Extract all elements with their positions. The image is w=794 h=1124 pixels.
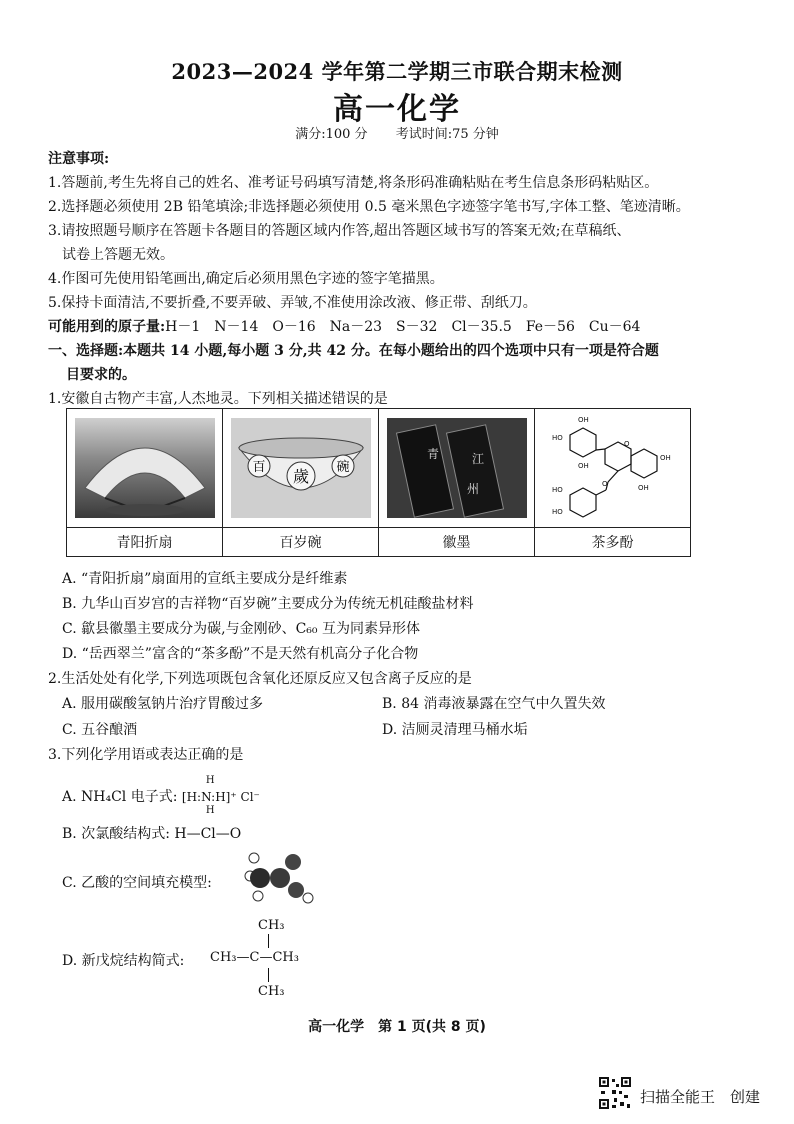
oh-label: OH [577, 462, 589, 470]
ink-stick-photo [387, 418, 527, 518]
question-3-option-c: C. 乙酸的空间填充模型: [62, 875, 212, 891]
caption-fan: 青阳折扇 [67, 528, 223, 557]
ink-image-cell [379, 409, 535, 528]
neopentane-middle: CH₃—C—CH₃ [210, 950, 299, 965]
bowl-image-cell [223, 409, 379, 528]
polyphenol-image-cell [535, 409, 691, 528]
oh-label: HO [551, 486, 563, 494]
question-3-stem: 3.下列化学用语或表达正确的是 [48, 747, 244, 763]
ink-char: 青 [426, 447, 439, 461]
note-item: 2.选择题必须使用 2B 铅笔填涂;非选择题必须使用 0.5 毫米黑色字迹签字笔书写,字体工整、笔迹清晰。 [48, 199, 690, 215]
question-1-option-a: A. “青阳折扇”扇面用的宣纸主要成分是纤维素 [62, 571, 348, 587]
scanner-watermark: 扫描全能王 创建 [640, 1088, 761, 1106]
atomic-masses [48, 316, 640, 336]
section-1-heading: 一、选择题:本题共 14 小题,每小题 3 分,共 42 分。在每小题给出的四个选项中只有一项是符合题 [48, 343, 659, 359]
nh4cl-electron-formula [181, 775, 260, 816]
option-d-label: D. 新戊烷结构简式: [62, 953, 185, 969]
oh-label: HO [551, 508, 563, 516]
fan-image-cell [67, 409, 223, 528]
question-1-option-b: B. 九华山百岁宫的吉祥物“百岁碗”主要成分为传统无机硅酸盐材料 [62, 596, 474, 612]
caption-bowl: 百岁碗 [223, 528, 379, 557]
electron-h-top: H [205, 775, 215, 786]
note-item: 4.作图可先使用铅笔画出,确定后必须用黑色字迹的签字笔描黑。 [48, 271, 444, 287]
question-3-option-d [62, 950, 184, 970]
exam-time: 考试时间:75 分钟 [395, 127, 499, 142]
atomic-masses-label: 可能用到的原子量: [48, 319, 166, 335]
question-3-option-a [62, 775, 260, 816]
question-1-option-c: C. 歙县徽墨主要成分为碳,与金刚砂、C₆₀ 互为同素异形体 [62, 621, 420, 637]
oh-label: OH [659, 454, 671, 462]
bowl-char: 碗 [335, 460, 350, 475]
bond-line-top [268, 934, 269, 948]
electron-h-bottom: H [205, 805, 215, 816]
bowl-char: 百 [251, 460, 266, 475]
electron-formula-body: [H:N:H]⁺ Cl⁻ [181, 790, 260, 804]
acetic-acid-space-filling-model [238, 852, 328, 904]
exam-title: 2023—2024 学年第二学期三市联合期末检测 [171, 59, 623, 84]
option-a-label: A. NH₄Cl 电子式: [62, 789, 178, 805]
question-2-option-b: B. 84 消毒液暴露在空气中久置失效 [382, 696, 606, 712]
notes-heading: 注意事项: [48, 151, 110, 167]
bond-line-bottom [268, 968, 269, 982]
fan-illustration [75, 418, 215, 518]
exam-meta [0, 123, 794, 142]
ink-illustration [387, 418, 527, 518]
oh-label: HO [551, 434, 563, 442]
note-item: 试卷上答题无效。 [62, 247, 174, 263]
ink-char: 江 [471, 452, 484, 466]
question-1-option-d: D. “岳西翠兰”富含的“茶多酚”不是天然有机高分子化合物 [62, 646, 419, 662]
section-1-heading-cont: 目要求的。 [66, 367, 136, 383]
tea-polyphenol-structure [538, 410, 688, 522]
question-2-option-a: A. 服用碳酸氢钠片治疗胃酸过多 [62, 696, 264, 712]
ink-char: 州 [466, 482, 479, 496]
full-score: 满分:100 分 [295, 127, 368, 142]
folding-fan-photo [75, 418, 215, 518]
caption-polyphenol: 茶多酚 [535, 528, 691, 557]
neopentane-top: CH₃ [258, 918, 285, 933]
oh-label: OH [577, 416, 589, 424]
question-3-option-b: B. 次氯酸结构式: H—Cl—O [62, 826, 242, 842]
note-item: 1.答题前,考生先将自己的姓名、准考证号码填写清楚,将条形码准确粘贴在考生信息条形码粘贴区。 [48, 175, 659, 191]
ester-oxygen: O [601, 480, 608, 488]
bowl-char: 歲 [292, 467, 309, 486]
bowl-photo [231, 418, 371, 518]
oh-label: OH [637, 484, 649, 492]
qr-code-icon [598, 1076, 632, 1110]
caption-ink: 徽墨 [379, 528, 535, 557]
bowl-illustration [231, 418, 371, 518]
page-footer: 高一化学 第 1 页(共 8 页) [308, 1019, 486, 1035]
note-item: 5.保持卡面清洁,不要折叠,不要弄破、弄皱,不准使用涂改液、修正带、刮纸刀。 [48, 295, 537, 311]
atomic-masses-values: H－1 N－14 O－16 Na－23 S－32 Cl－35.5 Fe－56 Cu－64 [165, 319, 641, 335]
subject-title: 高一化学 [333, 92, 461, 127]
neopentane-bottom: CH₃ [258, 984, 285, 999]
question-2-stem: 2.生活处处有化学,下列选项既包含氧化还原反应又包含离子反应的是 [48, 671, 472, 687]
question-2-option-c: C. 五谷酿酒 [62, 722, 138, 738]
ring-oxygen: O [623, 440, 630, 448]
question-1-stem: 1.安徽自古物产丰富,人杰地灵。下列相关描述错误的是 [48, 391, 388, 407]
question-1-image-table [66, 408, 691, 557]
question-2-option-d: D. 洁厕灵清理马桶水垢 [382, 722, 528, 738]
note-item: 3.请按照题号顺序在答题卡各题目的答题区域内作答,超出答题区域书写的答案无效;在草稿纸、 [48, 223, 631, 239]
